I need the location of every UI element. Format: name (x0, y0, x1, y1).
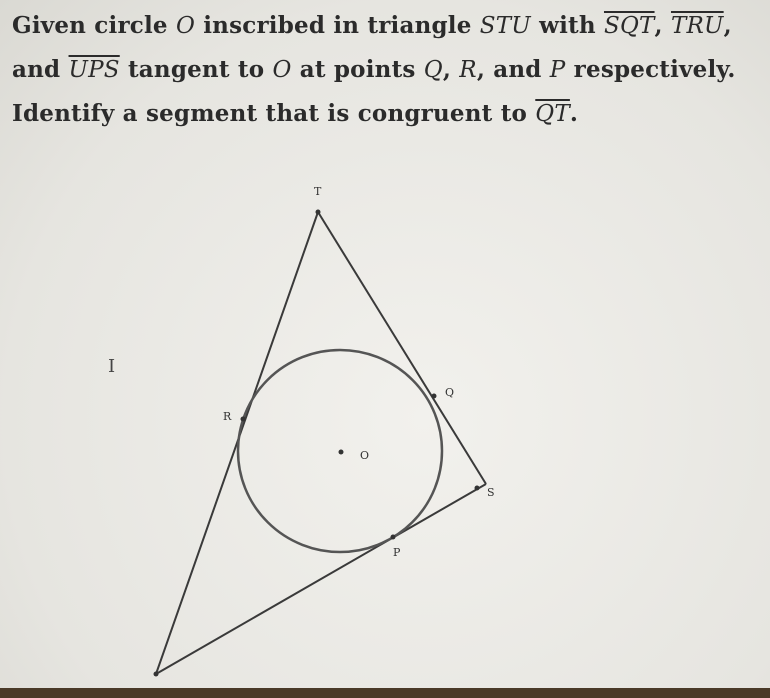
comma: , (442, 56, 452, 83)
segment-SQT: $\overline{SQT}$ (603, 13, 655, 39)
circle-name-O-2: O (272, 57, 292, 83)
side-TU (156, 212, 318, 674)
label-P: P (393, 546, 401, 559)
question-text-2: inscribed in triangle (203, 12, 472, 39)
segment-UPS: $\overline{UPS}$ (68, 57, 120, 83)
comma: , (654, 12, 663, 39)
question-text-7: , and (476, 56, 542, 83)
label-S: S (487, 486, 495, 499)
question-text-4: , and (12, 12, 732, 83)
circle-name-O: O (175, 13, 196, 39)
point-name-R: R (459, 57, 477, 83)
text-cursor-icon: I (108, 356, 116, 377)
triangle-name-STU: STU (479, 13, 531, 39)
period: . (569, 100, 579, 127)
point-S (475, 486, 480, 491)
point-P (391, 535, 396, 540)
question-text-8: respectively. Identify a (12, 56, 736, 127)
center-point-O (339, 450, 344, 455)
point-name-Q: Q (423, 57, 443, 83)
label-O: O (360, 449, 370, 462)
point-U (154, 672, 159, 677)
point-Q (432, 394, 437, 399)
point-T (316, 210, 321, 215)
question-text-1: Given circle (12, 12, 168, 39)
segment-QT: $\overline{QT}$ (535, 101, 570, 127)
question-text-6: at points (299, 56, 416, 83)
label-Q: Q (445, 386, 455, 399)
question-text-9: segment that is congruent to (145, 100, 528, 127)
label-T: T (314, 185, 322, 198)
question-text-5: tangent to (127, 56, 265, 83)
bottom-edge (0, 688, 770, 698)
label-R: R (223, 410, 232, 423)
point-R (241, 417, 246, 422)
point-name-P: P (549, 57, 566, 83)
segment-TRU: $\overline{TRU}$ (670, 13, 724, 39)
side-US (156, 484, 486, 674)
question-text-3: with (539, 12, 596, 39)
side-TS (318, 212, 486, 484)
